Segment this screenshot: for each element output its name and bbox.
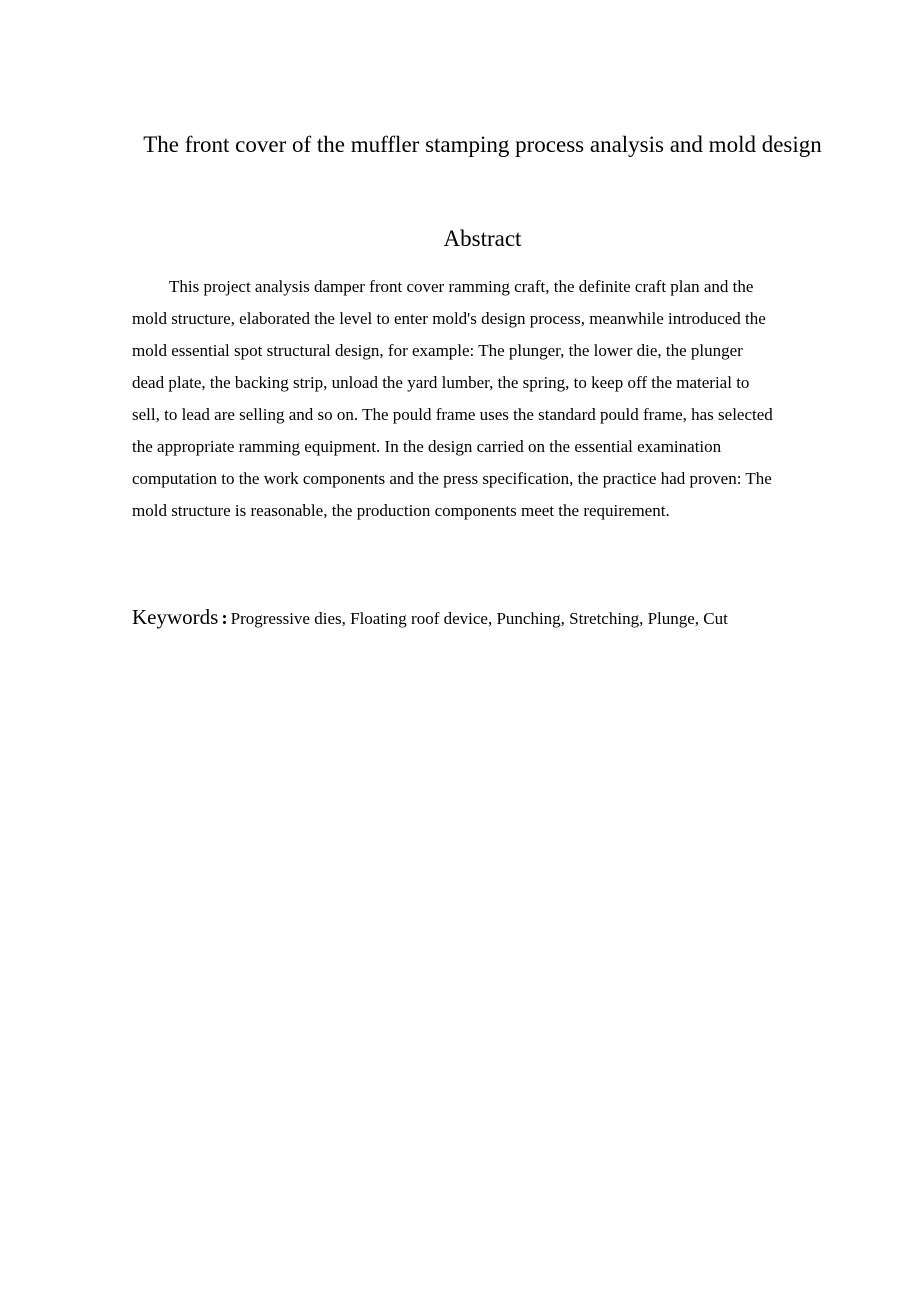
- abstract-line: sell, to lead are selling and so on. The pould frame uses the standard pould frame, has selected: [132, 405, 773, 424]
- abstract-body: [132, 271, 832, 527]
- abstract-line: mold structure is reasonable, the production components meet the requirement.: [132, 501, 670, 520]
- keywords-label: Keywords: [132, 605, 219, 629]
- abstract-line: computation to the work components and the press specification, the practice had proven: The: [132, 469, 772, 488]
- abstract-line: dead plate, the backing strip, unload the yard lumber, the spring, to keep off the material to: [132, 373, 750, 392]
- keywords-section: [132, 600, 892, 637]
- abstract-line: the appropriate ramming equipment. In the design carried on the essential examination: [132, 437, 722, 456]
- abstract-line: This project analysis damper front cover ramming craft, the definite craft plan and the: [169, 277, 754, 296]
- keywords-list: Progressive dies, Floating roof device, Punching, Stretching, Plunge, Cut: [230, 609, 728, 628]
- abstract-line: mold structure, elaborated the level to enter mold's design process, meanwhile introduced the: [132, 309, 766, 328]
- document-title: The front cover of the muffler stamping process analysis and mold design: [143, 132, 822, 157]
- keywords-colon: :: [221, 608, 228, 629]
- abstract-heading: Abstract: [443, 226, 522, 251]
- abstract-line: mold essential spot structural design, for example: The plunger, the lower die, the plunger: [132, 341, 743, 360]
